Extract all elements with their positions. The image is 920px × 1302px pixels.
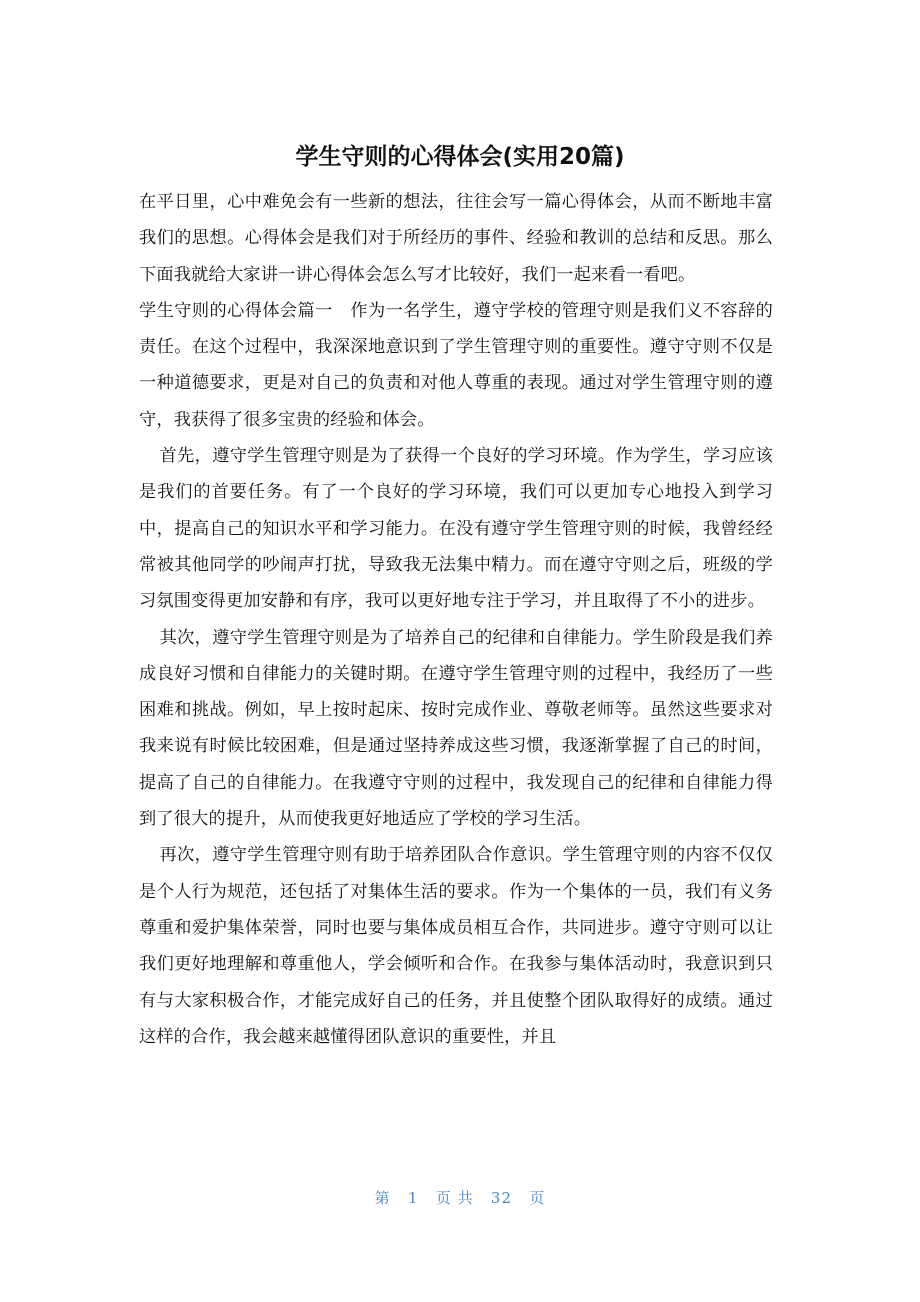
section-one-paragraph: 学生守则的心得体会篇一 作为一名学生，遵守学校的管理守则是我们义不容辞的责任。在这个过程中，我深深地意识到了学生管理守则的重要性。遵守守则不仅是一种道德要求，更是对自己的负责和对他人尊重的表现。通过对学生管理守则的遵守，我获得了很多宝贵的经验和体会。 xyxy=(139,300,773,430)
document-title: 学生守则的心得体会(实用20篇) xyxy=(295,144,625,170)
page-label-prefix: 第 xyxy=(374,1189,391,1207)
current-page-number: 1 xyxy=(407,1189,419,1207)
second-point-paragraph: 其次，遵守学生管理守则是为了培养自己的纪律和自律能力。学生阶段是我们养成良好习惯和自律能力的关键时期。在遵守学生管理守则的过程中，我经历了一些困难和挑战。例如，早上按时起床、按时完成作业、尊敬老师等。虽然这些要求对我来说有时候比较困难，但是通过坚持养成这些习惯，我逐渐掌握了自己的时间，提高了自己的自律能力。在我遵守守则的过程中，我发现自己的纪律和自律能力得到了很大的提升，从而使我更好地适应了学校的学习生活。 xyxy=(139,627,773,830)
document-body xyxy=(139,184,773,1055)
total-pages-number: 32 xyxy=(490,1189,513,1207)
intro-paragraph: 在平日里，心中难免会有一些新的想法，往往会写一篇心得体会，从而不断地丰富我们的思想。心得体会是我们对于所经历的事件、经验和教训的总结和反思。那么下面我就给大家讲一讲心得体会怎么写才比较好，我们一起来看一看吧。 xyxy=(139,192,773,285)
first-point-paragraph: 首先，遵守学生管理守则是为了获得一个良好的学习环境。作为学生，学习应该是我们的首要任务。有了一个良好的学习环境，我们可以更加专心地投入到学习中，提高自己的知识水平和学习能力。在没有遵守学生管理守则的时候，我曾经经常被其他同学的吵闹声打扰，导致我无法集中精力。而在遵守守则之后，班级的学习氛围变得更加安静和有序，我可以更好地专注于学习，并且取得了不小的进步。 xyxy=(139,446,773,612)
page-number-footer xyxy=(0,1186,920,1210)
page-label-suffix: 页 xyxy=(529,1189,546,1207)
page-label-mid: 页 共 xyxy=(435,1189,474,1207)
third-point-paragraph: 再次，遵守学生管理守则有助于培养团队合作意识。学生管理守则的内容不仅仅是个人行为规范，还包括了对集体生活的要求。作为一个集体的一员，我们有义务尊重和爱护集体荣誉，同时也要与集体成员相互合作，共同进步。遵守守则可以让我们更好地理解和尊重他人，学会倾听和合作。在我参与集体活动时，我意识到只有与大家积极合作，才能完成好自己的任务，并且使整个团队取得好的成绩。通过这样的合作，我会越来越懂得团队意识的重要性，并且 xyxy=(139,845,773,1047)
